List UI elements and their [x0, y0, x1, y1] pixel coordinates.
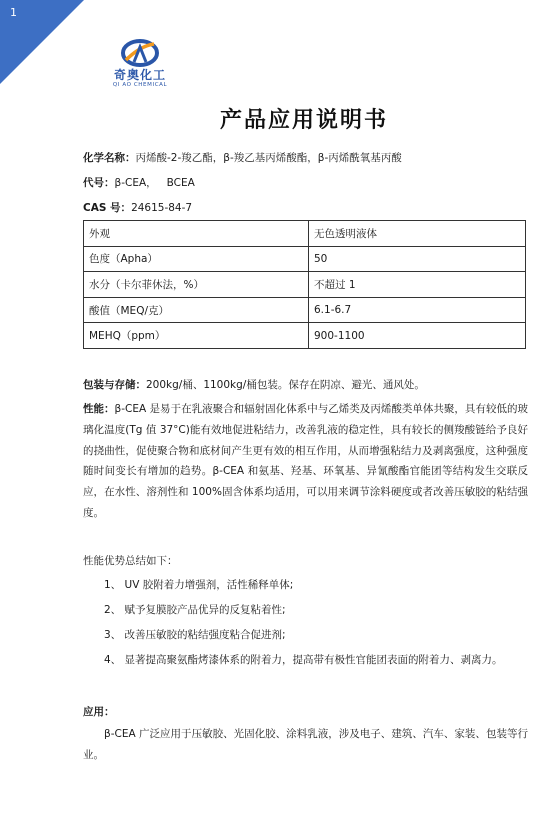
- table-cell-value: 不超过 1: [309, 272, 526, 298]
- table-cell-item: 色度（Apha）: [84, 246, 309, 272]
- performance-label: 性能：: [83, 403, 115, 415]
- logo-name-cn: 奇奥化工: [113, 68, 166, 82]
- table-row: [84, 221, 526, 247]
- table-cell-value: 6.1-6.7: [309, 297, 526, 323]
- table-cell-value: 900-1100: [309, 323, 526, 349]
- chemical-name-label: 化学名称：: [83, 152, 136, 164]
- code-value: β-CEA， BCEA: [114, 177, 195, 189]
- packaging-value: 200kg/桶、1100kg/桶包装。保存在阴凉、避光、通风处。: [146, 379, 425, 391]
- performance-text: β-CEA 是易于在乳液聚合和辐射固化体系中与乙烯类及丙烯酸类单体共聚，具有较低的玻璃化温度(Tg 值 37°C)能有效地促进粘结力，改善乳液的稳定性，具有较长的侧羧酸链给予良好的挠曲性，促使聚合物和底材间产生更有效的相互作用，从而增强粘结力及剥离强度，这种强度随时间变长有增加的趋势。β-CEA 和氨基、羟基、环氧基、异氰酸酯官能团等结构发生交联反应，在水性、溶剂性和 100%固含体系均适用，可以用来调节涂料硬度或者改善压敏胶的粘结强度。: [83, 403, 528, 519]
- page-title: 产品应用说明书: [219, 108, 388, 133]
- advantage-item: 4、 显著提高聚氨酯烤漆体系的附着力，提高带有极性官能团表面的附着力、剥离力。: [104, 654, 503, 666]
- spec-table: [83, 220, 526, 349]
- table-cell-item: 酸值（MEQ/克）: [84, 297, 309, 323]
- table-cell-item: MEHQ（ppm）: [84, 323, 309, 349]
- application-label: 应用：: [83, 706, 115, 718]
- packaging-line: [83, 378, 425, 392]
- table-cell-value: 50: [309, 246, 526, 272]
- advantage-item: 1、 UV 胶附着力增强剂，活性稀释单体;: [104, 579, 294, 591]
- application-paragraph: β-CEA 广泛应用于压敏胶、光固化胶、涂料乳液，涉及电子、建筑、汽车、家装、包装等行业。: [83, 728, 528, 761]
- advantages-heading: 性能优势总结如下：: [83, 555, 178, 567]
- logo-name-en: QI AO CHEMICAL: [112, 82, 168, 88]
- packaging-label: 包装与存储：: [83, 379, 146, 391]
- advantage-item: 2、 赋予复膜胶产品优异的反复粘着性;: [104, 604, 286, 616]
- cas-value: 24615-84-7: [131, 202, 193, 214]
- cas-label: CAS 号：: [83, 202, 132, 214]
- company-logo: [102, 38, 178, 89]
- table-cell-item: 外观: [84, 221, 309, 247]
- chemical-name-value: 丙烯酸-2-羧乙酯，β-羧乙基丙烯酸酯，β-丙烯酰氧基丙酸: [135, 152, 402, 164]
- cas-line: [83, 201, 192, 215]
- code-line: [83, 176, 195, 190]
- application-heading: [83, 705, 115, 719]
- table-row: [84, 323, 526, 349]
- page-number: 1: [10, 6, 17, 19]
- logo-mark-icon: [121, 38, 159, 68]
- chemical-name-line: [83, 151, 402, 165]
- advantage-item: 3、 改善压敏胶的粘结强度粘合促进剂;: [104, 629, 286, 641]
- table-cell-value: 无色透明液体: [309, 221, 526, 247]
- code-label: 代号：: [83, 177, 115, 189]
- table-row: [84, 272, 526, 298]
- table-cell-item: 水分（卡尔菲休法，%）: [84, 272, 309, 298]
- table-row: [84, 246, 526, 272]
- table-row: [84, 297, 526, 323]
- performance-paragraph: [83, 399, 528, 524]
